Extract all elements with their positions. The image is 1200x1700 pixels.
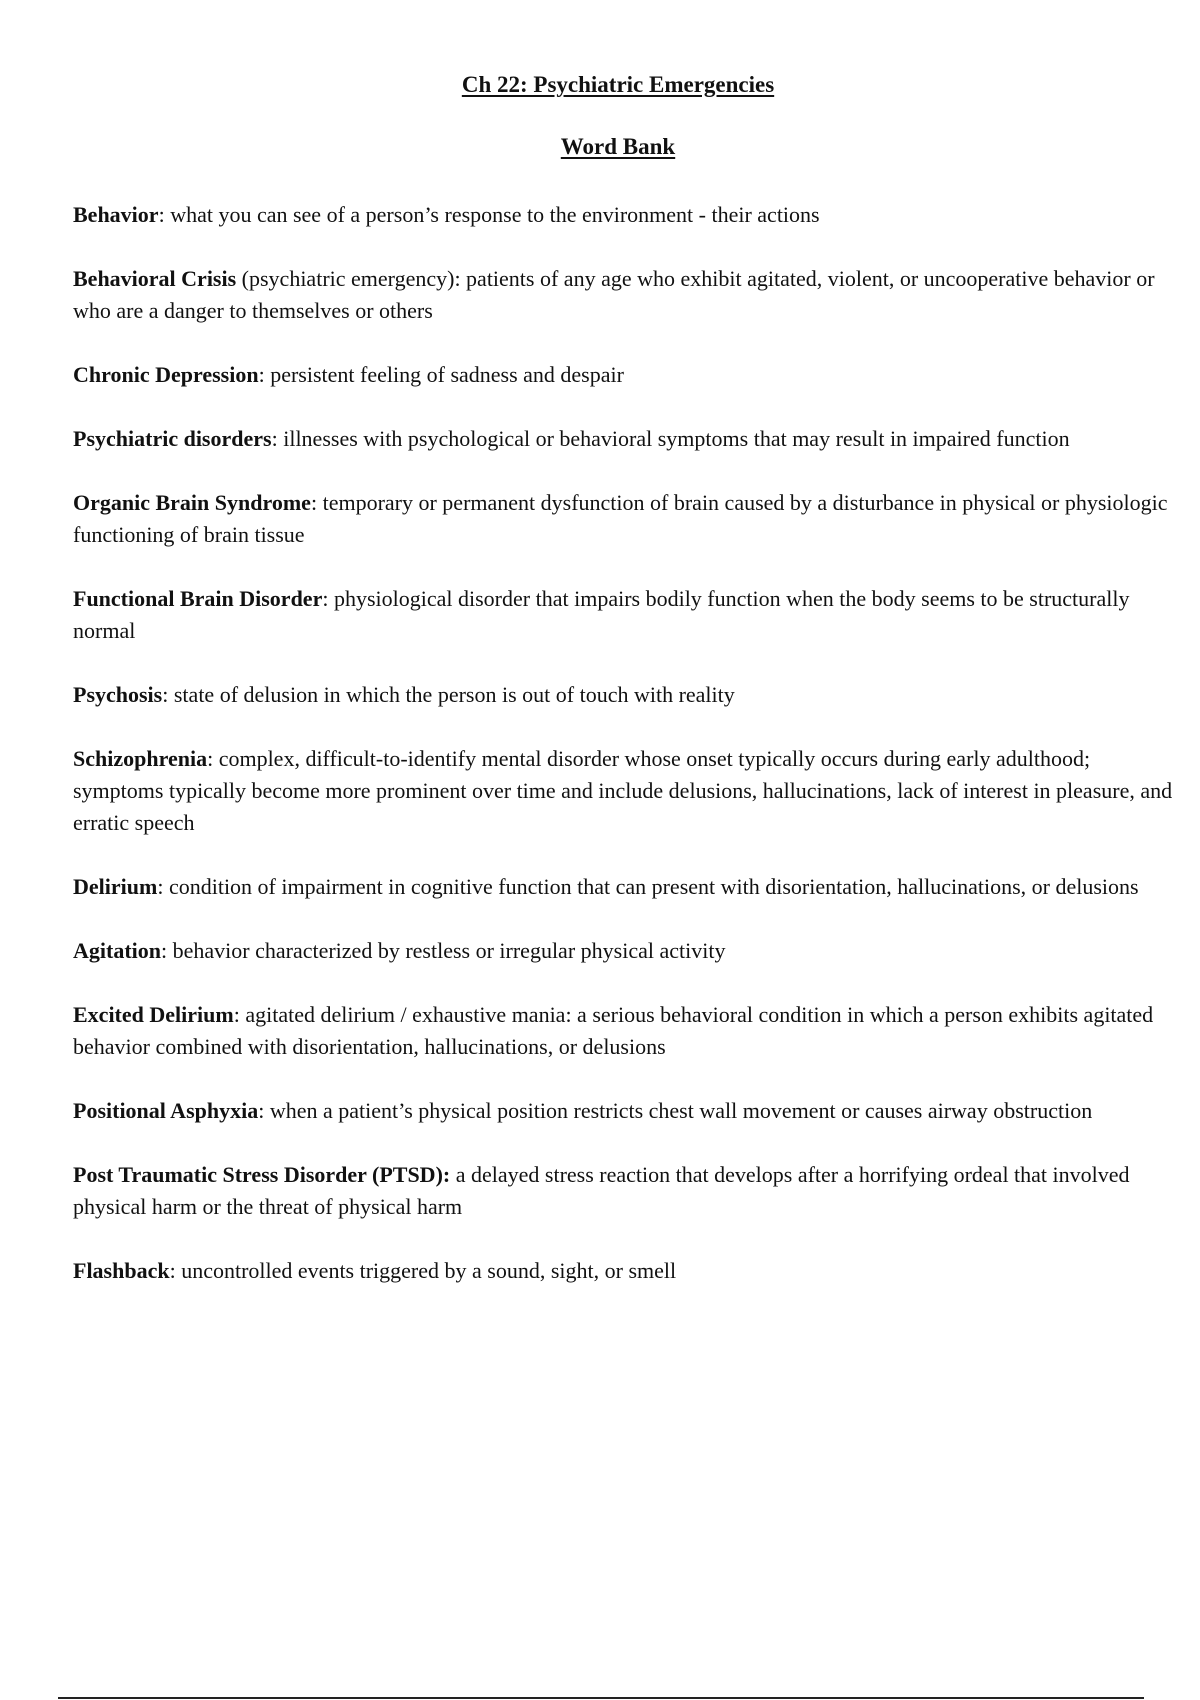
word-bank-entry — [73, 1095, 1173, 1127]
word-bank-entry — [73, 423, 1173, 455]
entry-definition: when a patient’s physical position restricts chest wall movement or causes airway obstruction — [269, 1098, 1093, 1123]
entry-separator: : — [207, 746, 219, 771]
word-bank-entry — [73, 1159, 1173, 1223]
entry-separator: : — [233, 1002, 246, 1027]
entry-term: Flashback — [73, 1258, 170, 1283]
entry-definition: uncontrolled events triggered by a sound, sight, or smell — [181, 1258, 677, 1283]
entry-separator: : — [158, 202, 171, 227]
word-bank-entry — [73, 679, 1173, 711]
entry-term: Excited Delirium — [73, 1002, 234, 1027]
word-bank-list — [73, 199, 1173, 1319]
entry-definition: agitated delirium / exhaustive mania: a serious behavioral condition in which a person exhibits agitated behavior combined with disorientation, hallucinations, or delusions — [73, 1002, 1154, 1059]
entry-term: Positional Asphyxia — [73, 1098, 259, 1123]
entry-separator: : — [169, 1258, 182, 1283]
entry-definition: persistent feeling of sadness and despair — [270, 362, 624, 387]
entry-definition: complex, difficult-to-identify mental disorder whose onset typically occurs during early adulthood; symptoms typically become more prominent over time and include delusions, hallucinations, lack of interest in pleasure, and erratic speech — [73, 746, 1173, 835]
word-bank-entry — [73, 935, 1173, 967]
entry-term: Post Traumatic Stress Disorder (PTSD): — [73, 1162, 451, 1187]
word-bank-entry — [73, 1255, 1173, 1287]
entry-separator: : — [161, 938, 173, 963]
entry-definition: temporary or permanent dysfunction of brain caused by a disturbance in physical or physiologic functioning of brain tissue — [73, 490, 1168, 547]
word-bank-entry — [73, 487, 1173, 551]
entry-term: Organic Brain Syndrome — [73, 490, 311, 515]
entry-term: Psychosis — [73, 682, 163, 707]
word-bank-entry — [73, 263, 1173, 327]
entry-term: Chronic Depression — [73, 362, 259, 387]
entry-separator: : — [157, 874, 169, 899]
page-title: Ch 22: Psychiatric Emergencies — [461, 72, 775, 97]
entry-separator: : — [162, 682, 174, 707]
page-bottom-divider — [58, 1697, 1144, 1699]
entry-term: Behavior — [73, 202, 159, 227]
entry-separator: : — [322, 586, 334, 611]
entry-term: Psychiatric disorders — [73, 426, 272, 451]
entry-definition: physiological disorder that impairs bodily function when the body seems to be structurally normal — [73, 586, 1130, 643]
word-bank-entry — [73, 871, 1173, 903]
entry-definition: condition of impairment in cognitive function that can present with disorientation, hallucinations, or delusions — [168, 874, 1139, 899]
word-bank-entry — [73, 199, 1173, 231]
word-bank-entry — [73, 359, 1173, 391]
section-heading: Word Bank — [560, 134, 676, 159]
entry-definition: what you can see of a person’s response to the environment - their actions — [170, 202, 820, 227]
entry-definition: illnesses with psychological or behavioral symptoms that may result in impaired function — [283, 426, 1070, 451]
entry-separator: : — [258, 362, 271, 387]
entry-definition: state of delusion in which the person is out of touch with reality — [173, 682, 735, 707]
entry-definition: (psychiatric emergency): patients of any age who exhibit agitated, violent, or uncooperative behavior or who are a danger to themselves or others — [73, 266, 1155, 323]
entry-definition: behavior characterized by restless or irregular physical activity — [172, 938, 726, 963]
entry-term: Functional Brain Disorder — [73, 586, 323, 611]
entry-term: Delirium — [73, 874, 158, 899]
entry-term: Schizophrenia — [73, 746, 208, 771]
entry-separator: : — [258, 1098, 270, 1123]
entry-definition: a delayed stress reaction that develops after a horrifying ordeal that involved physical harm or the threat of physical harm — [73, 1162, 1130, 1219]
word-bank-entry — [73, 999, 1173, 1063]
entry-separator: : — [271, 426, 284, 451]
word-bank-entry — [73, 743, 1173, 839]
entry-term: Behavioral Crisis — [73, 266, 237, 291]
word-bank-entry — [73, 583, 1173, 647]
entry-separator: : — [310, 490, 323, 515]
entry-term: Agitation — [73, 938, 161, 963]
